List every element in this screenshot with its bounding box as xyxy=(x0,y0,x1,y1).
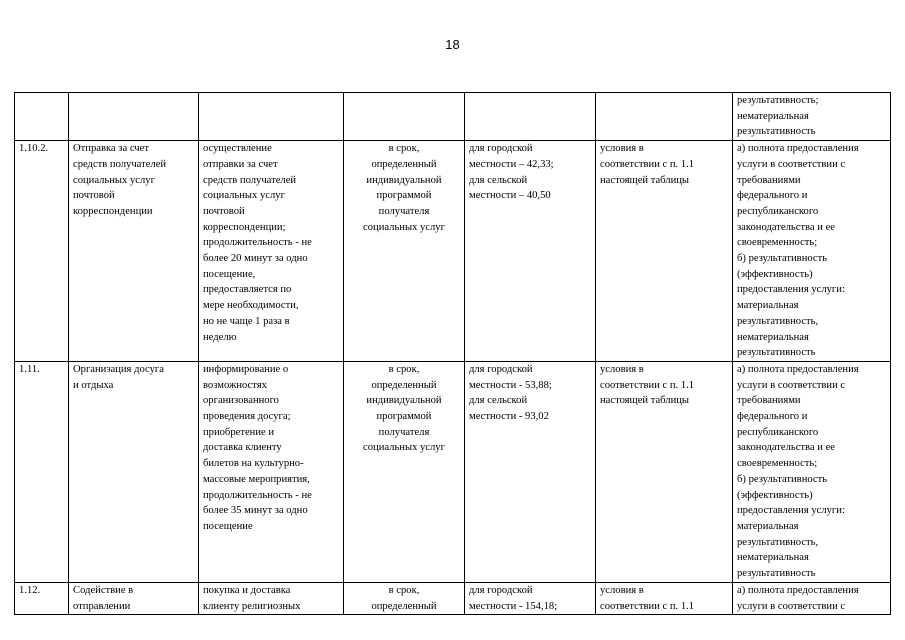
services-table xyxy=(14,92,891,615)
cell-conditions: условия в соответствии с п. 1.1 xyxy=(596,582,733,614)
cell-number: 1.10.2. xyxy=(15,141,69,362)
cell-term xyxy=(344,93,465,141)
table-row xyxy=(15,582,891,614)
cell-tariff xyxy=(465,93,596,141)
cell-term: в срок, определенный xyxy=(344,582,465,614)
cell-service-name: Отправка за счет средств получателей социальных услуг почтовой корреспонденции xyxy=(69,141,199,362)
cell-number xyxy=(15,93,69,141)
cell-service-name: Содействие в отправлении xyxy=(69,582,199,614)
cell-tariff: для городской местности – 42,33; для сельской местности – 40,50 xyxy=(465,141,596,362)
cell-description: осуществление отправки за счет средств получателей социальных услуг почтовой корреспонденции; продолжительность - не более 20 минут за одно посещение, предоставляется по мере необходимости, но не чаще 1 раза в неделю xyxy=(199,141,344,362)
cell-indicators: а) полнота предоставления услуги в соответствии с xyxy=(733,582,891,614)
cell-indicators: результативность; нематериальная результативность xyxy=(733,93,891,141)
cell-indicators: а) полнота предоставления услуги в соответствии с требованиями федерального и республиканского законодательства и ее своевременность; б) результативность (эффективность) предоставления услуги: материальная результативность, нематериальная результативность xyxy=(733,141,891,362)
cell-description: покупка и доставка клиенту религиозных xyxy=(199,582,344,614)
cell-tariff: для городской местности - 154,18; xyxy=(465,582,596,614)
page-number: 18 xyxy=(445,37,460,52)
cell-service-name xyxy=(69,93,199,141)
cell-tariff: для городской местности - 53,88; для сельской местности - 93,02 xyxy=(465,361,596,582)
table-row xyxy=(15,93,891,141)
cell-service-name: Организация досуга и отдыха xyxy=(69,361,199,582)
table-row xyxy=(15,141,891,362)
table-row xyxy=(15,361,891,582)
cell-number: 1.11. xyxy=(15,361,69,582)
cell-description: информирование о возможностях организованного проведения досуга; приобретение и доставка клиенту билетов на культурно- массовые мероприятия, продолжительность - не более 35 минут за одно посещение xyxy=(199,361,344,582)
cell-number: 1.12. xyxy=(15,582,69,614)
cell-conditions xyxy=(596,93,733,141)
cell-term: в срок, определенный индивидуальной программой получателя социальных услуг xyxy=(344,361,465,582)
cell-term: в срок, определенный индивидуальной программой получателя социальных услуг xyxy=(344,141,465,362)
cell-description xyxy=(199,93,344,141)
cell-conditions: условия в соответствии с п. 1.1 настоящей таблицы xyxy=(596,361,733,582)
cell-indicators: а) полнота предоставления услуги в соответствии с требованиями федерального и республиканского законодательства и ее своевременность; б) результативность (эффективность) предоставления услуги: материальная результативность, нематериальная результативность xyxy=(733,361,891,582)
cell-conditions: условия в соответствии с п. 1.1 настоящей таблицы xyxy=(596,141,733,362)
